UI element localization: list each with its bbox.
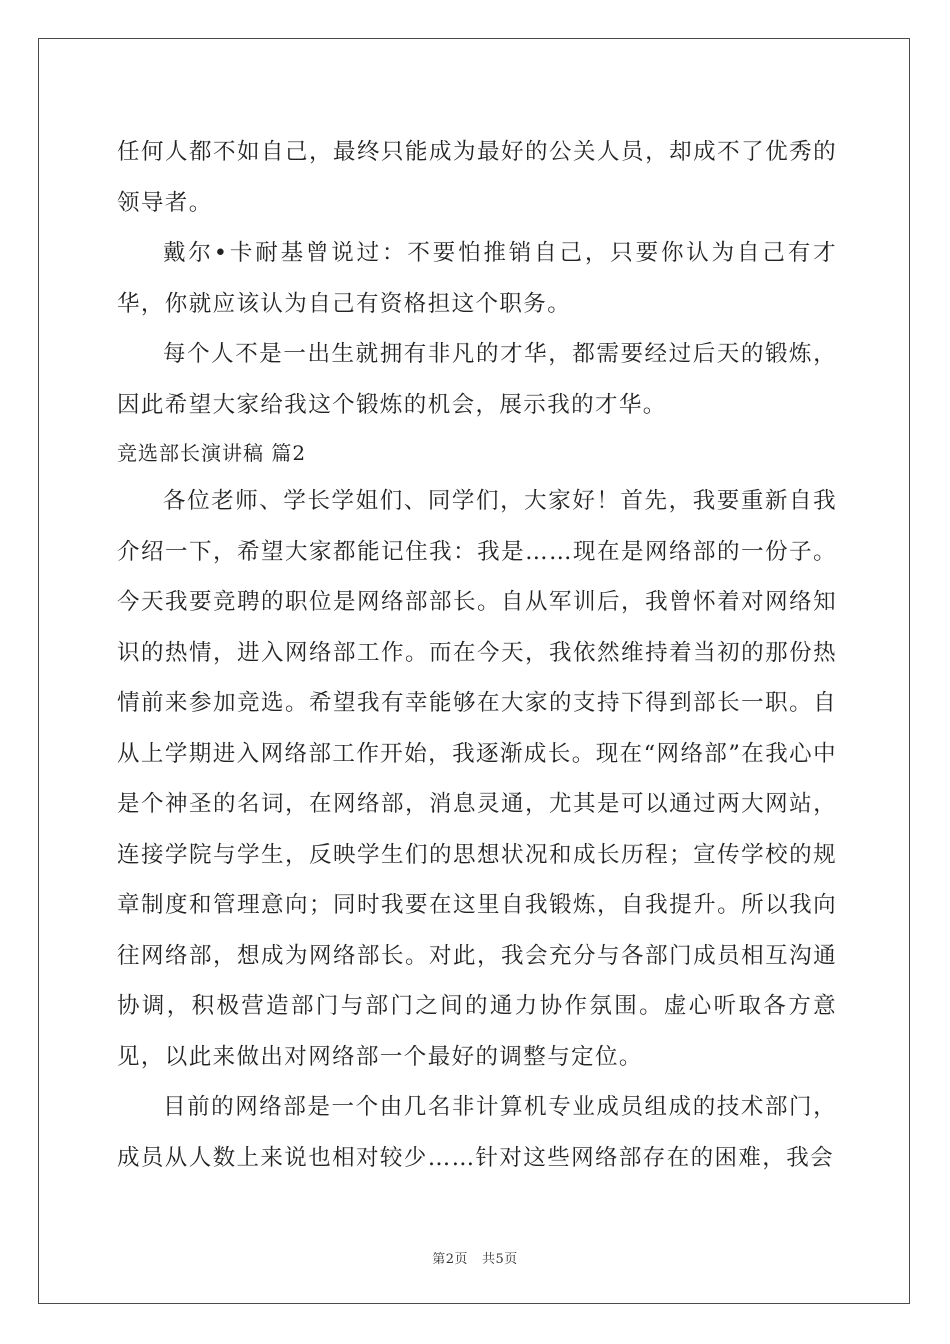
document-body bbox=[117, 127, 837, 1183]
section-heading: 竞选部长演讲稿 篇2 bbox=[117, 441, 307, 465]
page-total: 共5页 bbox=[482, 1252, 518, 1267]
paragraph-5: 目前的网络部是一个由几名非计算机专业成员组成的技术部门，成员从人数上来说也相对较少……针对这些网络部存在的困难，我会 bbox=[117, 1094, 837, 1171]
page-number: 第2页 bbox=[432, 1252, 468, 1267]
paragraph-2: 戴尔•卡耐基曾说过：不要怕推销自己，只要你认为自己有才华，你就应该认为自己有资格担这个职务。 bbox=[117, 240, 837, 317]
paragraph-3: 每个人不是一出生就拥有非凡的才华，都需要经过后天的锻炼，因此希望大家给我这个锻炼的机会，展示我的才华。 bbox=[117, 341, 837, 418]
paragraph-1: 任何人都不如自己，最终只能成为最好的公关人员，却成不了优秀的领导者。 bbox=[117, 139, 837, 216]
paragraph-4: 各位老师、学长学姐们、同学们，大家好！首先，我要重新自我介绍一下，希望大家都能记住我：我是……现在是网络部的一份子。今天我要竞聘的职位是网络部部长。自从军训后，我曾怀着对网络知识的热情，进入网络部工作。而在今天，我依然维持着当初的那份热情前来参加竞选。希望我有幸能够在大家的支持下得到部长一职。自从上学期进入网络部工作开始，我逐渐成长。现在“网络部”在我心中是个神圣的名词，在网络部，消息灵通，尤其是可以通过两大网站，连接学院与学生，反映学生们的思想状况和成长历程；宣传学校的规章制度和管理意向；同时我要在这里自我锻炼，自我提升。所以我向往网络部，想成为网络部长。对此，我会充分与各部门成员相互沟通协调，积极营造部门与部门之间的通力协作氛围。虚心听取各方意见，以此来做出对网络部一个最好的调整与定位。 bbox=[117, 488, 837, 1070]
page-footer bbox=[0, 1248, 950, 1267]
